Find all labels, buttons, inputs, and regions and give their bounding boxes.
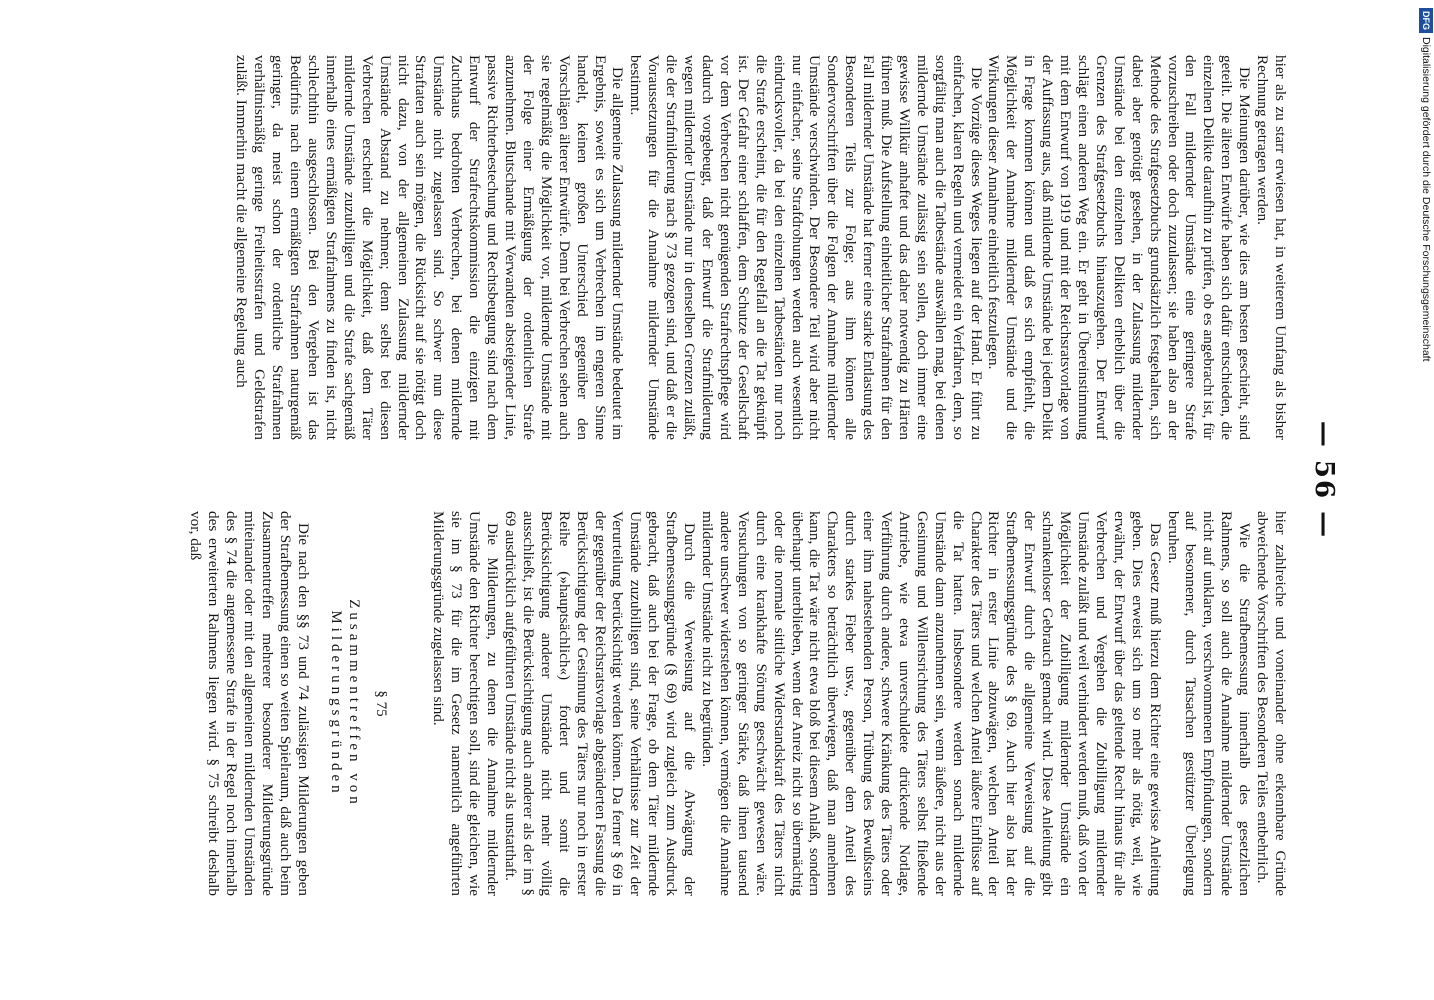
- page-content: [129, 55, 1339, 905]
- left-paragraph-2: Die Meinungen darüber, wie dies am besten geschieht, sind geteilt. Die älteren Entwürfe haben sich dafür entschieden, die einzelnen Delikte daraufhin zu prüfen, ob es angebracht ist, für den Fall mildernder Umstände eine geringere Strafe vorzuschreiben oder doch zuzulassen; sie haben also an der Methode des Strafgesetzbuchs grundsätzlich festgehalten, sich dabei aber genötigt gesehen, in der Zulassung mildernder Umstände bei den einzelnen Delikten erheblich über die Grenzen des Strafgesetzbuchs hinauszugehen. Der Entwurf schlägt einen anderen Weg ein. Er geht in Übereinstimmung mit dem Entwurf von 1919 und mit der Reichsratsvorlage von der Auffassung aus, daß mildernde Umstände bei jedem Delikt in Frage kommen können und daß es sich empfiehlt, die Möglichkeit der Annahme mildernder Umstände und die Wirkungen dieser Annahme einheitlich festzulegen.: [985, 55, 1254, 440]
- section-number: § 75: [373, 690, 390, 717]
- left-column: [139, 55, 1289, 440]
- left-paragraph-1: hier als zu starr erwiesen hat, in weiterem Umfang als bisher Rechnung getragen werden.: [1254, 55, 1289, 440]
- left-paragraph-3: Die Vorzüge dieses Weges liegen auf der Hand. Er führt zu einfachen, klaren Regeln und vermeidet ein Verfahren, dem, so sorgfältig man auch die Tatbestände auswählen mag, bei denen mildernde Umstände zulässig sein sollen, doch immer eine gewisse Willkür anhaftet und das daher notwendig zu Härten führen muß. Die Aufstellung einheitlicher Strafrahmen für den Fall mildernder Umstände hat ferner eine starke Entlastung des Besonderen Teils zur Folge; aus ihm können alle Sondervorschriften über die Folgen der Annahme mildernder Umstände verschwinden. Der Besondere Teil wird aber nicht nur einfacher, seine Strafdrohungen werden auch wesentlich eindrucksvoller, da bei den einzelnen Tatbeständen nur noch die Strafe erscheint, die für den Regelfall an die Tat geknüpft ist. Der Gefahr einer schlaffen, dem Schutze der Gesellschaft vor dem Verbrechen nicht genügenden Strafrechtspflege wird dadurch vorgebeugt, daß der Entwurf die Strafmilderung wegen mildernder Umstände nur in denselben Grenzen zuläßt, die der Strafmilderung nach § 73 gezogen sind, und daß er die Voraussetzungen für die Annahme mildernder Umstände bestimmt.: [627, 55, 985, 440]
- right-paragraph-5: Die Milderungen, zu denen die Annahme mildernder Umstände den Richter berechtigen soll, sind die gleichen, wie sie im § 73 für die im Gesetz namentlich angeführten Milderungsgründe zugelassen sind.: [430, 511, 502, 896]
- right-column: [139, 511, 1289, 896]
- section-title: Zusammentreffen von Milderungsgründen: [327, 599, 362, 808]
- dfg-logo: DFG: [1419, 8, 1433, 33]
- right-paragraph-4: Durch die Verweisung auf die Abwägung der Strafbemessungsgründe (§ 69) wird zugleich zum Ausdruck gebracht, daß auch bei der Frage, ob dem Täter mildernde Umstände zuzubilligen sind, seine Verhältnisse zur Zeit der Verurteilung berücksichtigt werden können. Da ferner § 69 in der gegenüber der Reichsratsvorlage abgeänderten Fassung die Berücksichtigung der Gesinnung des Täters nur noch in erster Reihe (»hauptsächlich«) fordert und somit die Berücksichtigung anderer Umstände nicht mehr völlig ausschließt, ist die Berücksichtigung auch anderer als der im § 69 ausdrücklich aufgeführten Umstände nicht als unstatthaft.: [502, 511, 699, 896]
- left-paragraph-4: Die allgemeine Zulassung mildernder Umstände bedeutet im Ergebnis, soweit es sich um Verbrechen im engeren Sinne handelt, keinen großen Unterschied gegenüber den Vorschlägen älterer Entwürfe. Denn bei Verbrechen sehen auch sie regelmäßig die Möglichkeit vor, mildernde Umstände mit der Folge einer Ermäßigung der ordentlichen Strafe anzunehmen. Blutschande mit Verwandten absteigender Linie, passive Richterbestechung und Rechtsbeugung sind nach dem Entwurf der Strafrechtskommission die einzigen mit Zuchthaus bedrohten Verbrechen, bei denen mildernde Umstände nicht zugelassen sind. So schwer nun diese Straftaten auch sein mögen, die Rücksicht auf sie nötigt doch nicht dazu, von der allgemeinen Zulassung mildernder Umstände Abstand zu nehmen; denn selbst bei diesen Verbrechen erscheint die Möglichkeit, daß dem Täter mildernde Umstände zuzubilligen und die Strafe sachgemäß innerhalb eines ermäßigten Strafrahmens zu finden ist, nicht schlechthin ausgeschlossen. Bei den Vergehen ist das Bedürfnis nach einem ermäßigten Strafrahmen naturgemäß geringer, da meist schon der ordentliche Strafrahmen verhältnismäßig geringe Freiheitsstrafen und Geldstrafen zuläßt. Immerhin macht die allgemeine Regelung auch: [233, 55, 627, 440]
- right-paragraph-3: Das Gesetz muß hierzu dem Richter eine gewisse Anleitung geben. Dies erweist sich um so mehr als nötig, weil, wie erwähnt, der Entwurf über das geltende Recht hinaus für alle Verbrechen und Vergehen die Zubilligung mildernder Umstände zuläßt und weil verhindert werden muß, daß von der Möglichkeit der Zubilligung mildernder Umstände ein schrankenloser Gebrauch gemacht wird. Diese Anleitung gibt der Entwurf durch die allgemeine Verweisung auf die Strafbemessungsgründe des § 69. Auch hier also hat der Richter in erster Linie abzuwägen, welchen Anteil der Charakter des Täters und welchen Anteil äußere Einflüsse auf die Tat hatten. Insbesondere werden sonach mildernde Umstände dann anzunehmen sein, wenn äußere, nicht aus der Gesinnung und Willensrichtung des Täters selbst fließende Antriebe, wie etwa unverschuldete drückende Notlage, Verführung durch andere, schwere Kränkung des Täters oder einer ihm nahestehenden Person, Trübung des Bewußtseins durch starkes Fieber usw., gegenüber dem Anteil des Charakters so beträchtlich überwiegen, daß man annehmen kann, die Tat wäre nicht etwa bloß bei diesem Anlaß, sondern überhaupt unterblieben, wenn der Anreiz nicht so übermächtig oder die normale sittliche Widerstandskraft des Täters nicht durch eine krankhafte Störung geschwächt gewesen wäre. Versuchungen von so geringer Stärke, daß ihnen tausend andere unschwer widerstehen können, vermögen die Annahme mildernder Umstände nicht zu begründen.: [699, 511, 1164, 896]
- right-paragraph-2: Wie die Strafbemessung innerhalb des gesetzlichen Rahmens, so soll auch die Annahme mildernder Umstände nicht auf unklaren, verschwommenen Empfindungen, sondern auf besonnener, durch Tatsachen gestützter Überlegung beruhen.: [1164, 511, 1254, 896]
- right-paragraph-6: Die nach den §§ 73 und 74 zulässigen Milderungen geben der Strafbemessung einen so weiten Spielraum, daß auch beim Zusammentreffen mehrerer besonderer Milderungsgründe miteinander oder mit den allgemeinen mildernden Umständen des § 74 die angemessene Strafe in der Regel noch innerhalb des erweiterten Rahmens liegen wird. § 75 schreibt deshalb vor, daß: [187, 511, 312, 896]
- credit-text: Digitalisierung gefördert durch die Deutsche Forschungsgemeinschaft: [1420, 37, 1432, 362]
- digitization-credit: [1418, 8, 1434, 1000]
- right-paragraph-1: hier zahlreiche und voneinander ohne erkennbare Gründe abweichende Vorschriften des Besonderen Teiles entbehrlich.: [1254, 511, 1289, 896]
- page-number: — 56 —: [1309, 420, 1339, 540]
